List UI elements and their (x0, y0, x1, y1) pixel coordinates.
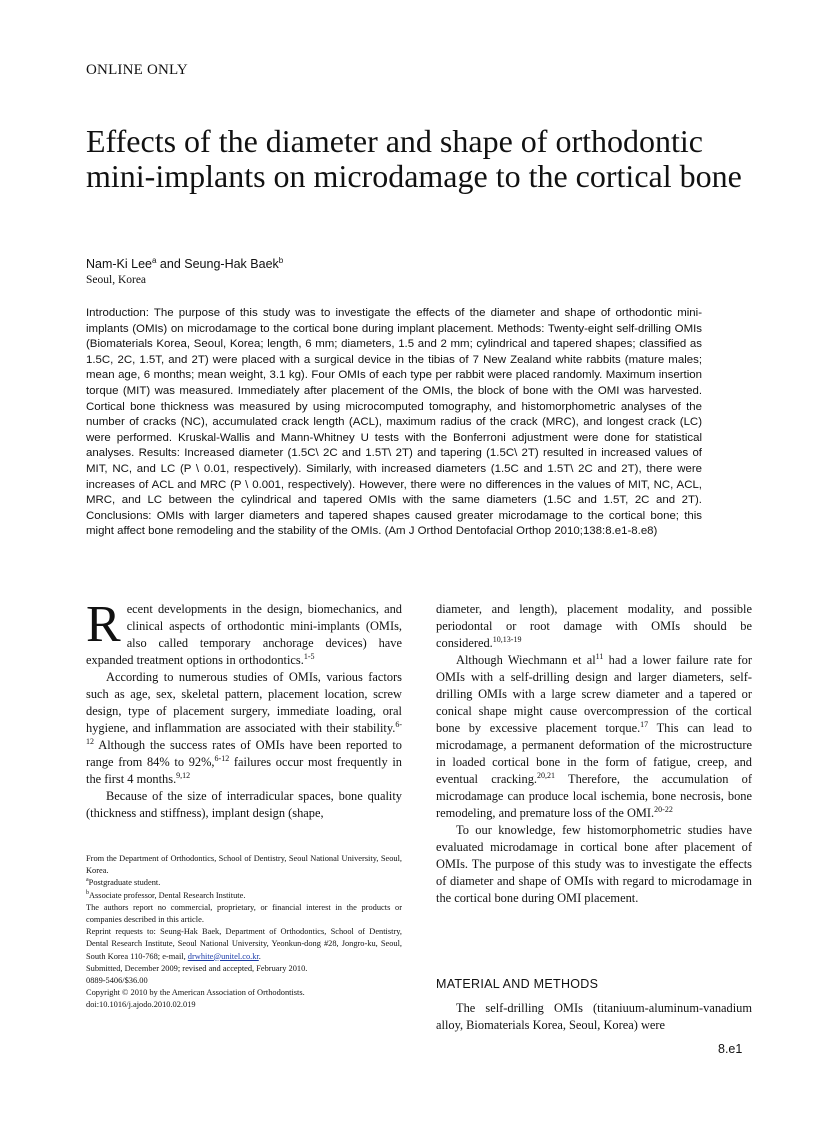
author-name: Nam-Ki Lee (86, 257, 152, 272)
footnote-a: $^a$Postgraduate student. (86, 877, 161, 888)
citation: 20-22 (654, 804, 673, 814)
footnote-affiliation: From the Department of Orthodontics, School of Dentistry, Seoul National University, Seoul, Korea. (86, 854, 402, 876)
citation: 9,12 (176, 770, 191, 780)
email-link[interactable]: drwhite@unitel.co.kr (187, 951, 259, 961)
citation: 20,21 (537, 770, 555, 780)
affiliation-mark: b (278, 256, 284, 265)
article-title: Effects of the diameter and shape of orthodontic mini-implants on microdamage to the cortical bone (86, 123, 742, 194)
footnote-submitted: Submitted, December 2009; revised and accepted, February 2010. (86, 963, 308, 973)
citation: 11 (595, 651, 604, 661)
body-paragraph: diameter, and length), placement modality, and possible periodontal or root damage with OMIs should be considered.$^{10,13-19}$ (436, 602, 752, 650)
footnote-b: $^b$Associate professor, Dental Research Institute. (86, 889, 246, 900)
citation: 17 (640, 719, 649, 729)
footnotes (86, 853, 402, 1012)
intro-paragraph: Recent developments in the design, biomechanics, and clinical aspects of orthodontic mini-implants (OMIs, also called temporary anchorage devices) have expanded treatment options in orthodontics.$^{1-5}$ (86, 596, 402, 667)
citation: 6-12 (86, 719, 402, 746)
citation: 1-5 (303, 651, 315, 661)
author-joiner: and (156, 257, 185, 272)
footnote-copyright: Copyright © 2010 by the American Association of Orthodontists. (86, 988, 305, 998)
author-line (86, 256, 283, 271)
section-label: ONLINE ONLY (86, 62, 188, 78)
author-location: Seoul, Korea (86, 274, 147, 286)
body-paragraph: According to numerous studies of OMIs, various factors such as age, sex, skeletal pattern, placement location, screw design, type of placement surgery, immediate loading, oral hygiene, and inflammation are associated with their stability.$^{6-12}$ Although the success rates of OMIs have been reported to range from 84% to 92%,$^{6-12}$ failures occur most frequently in the first 4 months.$^{9,12}$ (86, 670, 403, 786)
left-column (86, 596, 403, 822)
footnote-disclosure: The authors report no commercial, proprietary, or financial interest in the products or companies described in this article. (86, 902, 402, 925)
affiliation-mark: a (152, 256, 157, 265)
author-name: Seung-Hak Baek (184, 257, 279, 272)
methods-paragraph: The self-drilling OMIs (titaniuum-aluminum-vanadium alloy, Biomaterials Korea, Seoul, Korea) were (436, 1001, 752, 1032)
footnote-issn: 0889-5406/$36.00 (86, 976, 148, 986)
body-paragraph: Although Wiechmann et $al^{11}$ had a lower failure rate for OMIs with a self-drilling design and larger diameters, self-drilling OMIs with a large screw diameter and a tapered or conical shape might cause overcompression of the cortical bone by excessive placement torque.$^{17}$ This can lead to microdamage, a permanent deformation of the microstructure in loaded cortical bone in the form of fatigue, creep, and eventual cracking.$^{20,21}$ Therefore, the accumulation of microdamage can produce local ischemia, bone necrosis, bone remodeling, and premature loss of the OMI.$^{20-22}$ (436, 651, 752, 820)
section-heading-methods: MATERIAL AND METHODS (436, 977, 599, 991)
drop-cap: R (86, 596, 121, 653)
body-paragraph: To our knowledge, few histomorphometric studies have evaluated microdamage in cortical bone after placement of OMIs. The purpose of this study was to investigate the effects of diameter and shape of OMIs with regard to microdamage in the cortical bone during OMI placement. (436, 823, 752, 905)
abstract: Introduction: The purpose of this study was to investigate the effects of the diameter and shape of orthodontic mini-implants (OMIs) on microdamage to the cortical bone during implant placement. Methods: Twenty-eight self-drilling OMIs (Biomaterials Korea, Seoul, Korea; length, 6 mm; diameters, 1.5 and 2 mm; cylindrical and tapered shapes; classified as 1.5C, 2C, 1.5T, and 2T) were placed with a surgical device in the tibias of 7 New Zealand white rabbits (mature males; mean age, 6 months; mean weight, 3.1 kg). Four OMIs of each type per rabbit were placed randomly. Maximum insertion torque (MIT) was measured. Immediately after placement of the OMIs, the block of bone with the OMI was harvested. Cortical bone thickness was measured by using microcomputed tomography, and histomorphometric analyses of the number of cracks (NC), accumulated crack length (ACL), maximum radius of the crack (MRC), and longest crack (LC) were performed. Kruskal-Wallis and Mann-Whitney U tests with the Bonferroni adjustment were done for statistical analyses. Results: Increased diameter (1.5C\ 2C and 1.5T\ 2T) and tapering (1.5C\ 2T) resulted in increased values of MIT, NC, and LC (P \ 0.01, respectively). Similarly, with increased diameters (1.5C and 1.5T\ 2C and 2T), there were increases of ACL and MRC (P \ 0.001, respectively). However, there were no differences in the values of MIT, NC, ACL, MRC, and LC between the cylindrical and tapered OMIs with the same diameters (1.5C and 1.5T, 2C and 2T). Conclusions: OMIs with larger diameters and tapered shapes caused greater microdamage to the cortical bone; this might affect bone remodeling and the stability of the OMIs. (Am J Orthod Dentofacial Orthop 2010;138:8.e1-8.e8) (86, 307, 702, 538)
page-number: 8.e1 (718, 1042, 743, 1056)
right-column (436, 601, 752, 907)
footnote-doi: doi:10.1016/j.ajodo.2010.02.019 (86, 1000, 196, 1010)
footnote-reprint: Reprint requests to: Seung-Hak Baek, Department of Orthodontics, School of Dentistry, Dental Research Institute, Seoul National University, Yeonkun-dong #28, Jongro-ku, Seoul, South Korea 110-768; e-mail, drwhite@unitel.co.kr. (86, 927, 402, 961)
body-paragraph: Because of the size of interradicular spaces, bone quality (thickness and stiffness), implant design (shape, (86, 789, 402, 820)
citation: 10,13-19 (492, 634, 522, 644)
citation: 6-12 (214, 753, 230, 763)
